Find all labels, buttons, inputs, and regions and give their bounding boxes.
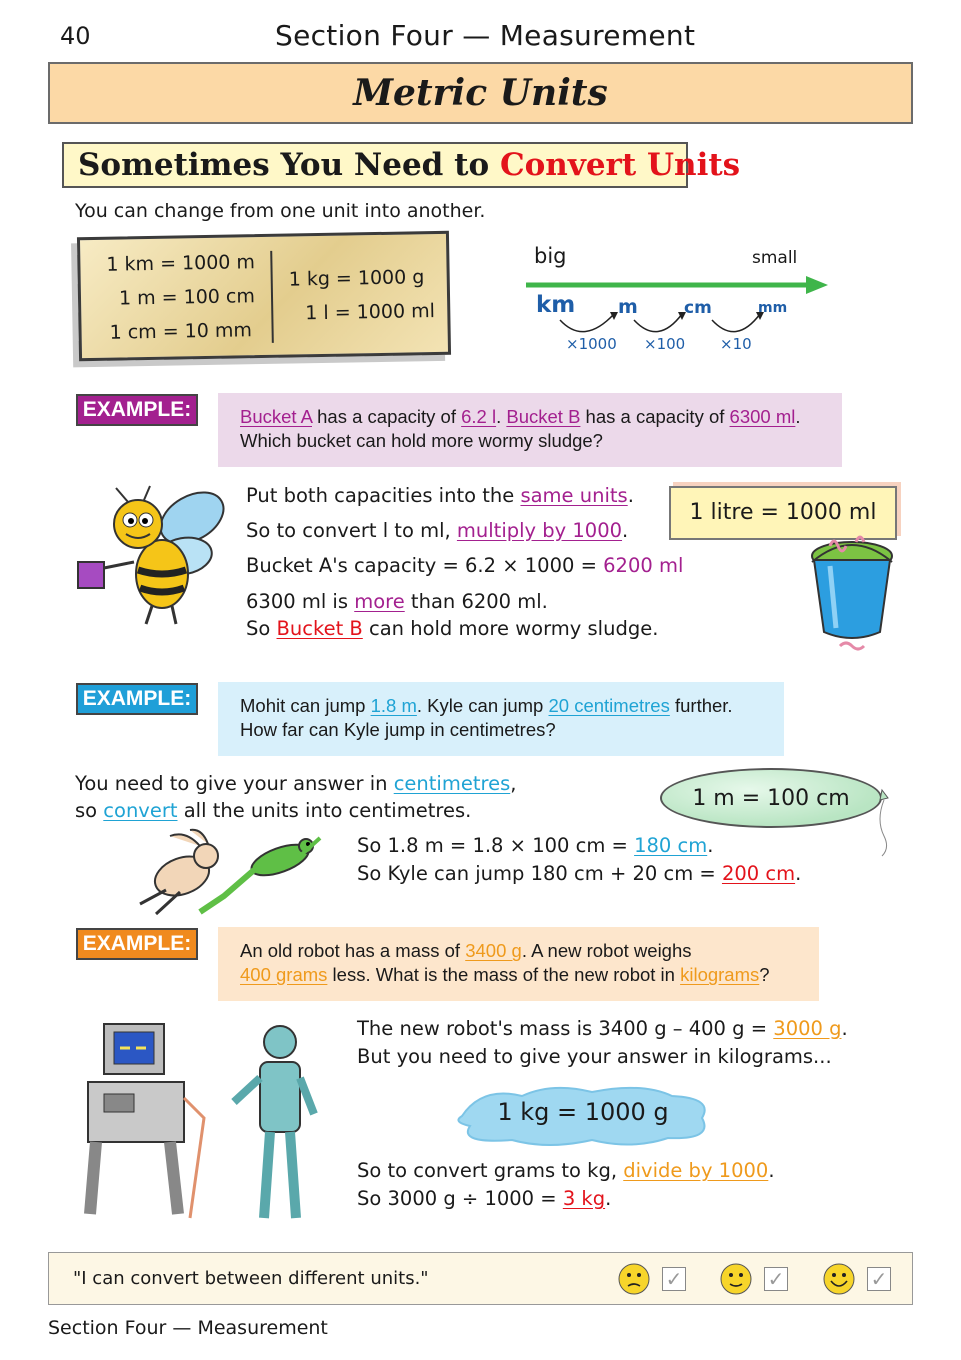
example-question-3 — [218, 927, 819, 1001]
happy-face-icon — [822, 1262, 856, 1296]
conversion-table — [77, 231, 451, 361]
result-value: 180 cm — [634, 834, 708, 857]
unit-mm: mm — [758, 300, 788, 316]
rabbit-frog-illustration — [130, 826, 330, 918]
bucket-b-term: Bucket B — [506, 406, 581, 427]
text: , — [510, 772, 517, 795]
answer-highlight: Bucket B — [276, 617, 363, 640]
tick-box-1[interactable]: ✓ — [662, 1267, 686, 1291]
title-banner — [48, 62, 913, 124]
conversion-l-ml: 1 l = 1000 ml — [305, 300, 436, 325]
multiplier-100: ×100 — [644, 335, 686, 353]
table-divider — [270, 251, 274, 343]
old-mass: 3400 g — [465, 940, 522, 961]
text: . — [795, 406, 801, 427]
text: has a capacity of — [580, 406, 730, 427]
text: So Kyle can jump 180 cm + 20 cm = — [357, 862, 722, 885]
text: less. What is the mass of the new robot in — [327, 964, 681, 985]
ex2-answer — [357, 862, 801, 885]
text: . — [496, 406, 507, 427]
example-question-1 — [218, 393, 842, 467]
ex1-step-1 — [246, 484, 634, 507]
question-line — [240, 694, 762, 718]
same-units-term: same units — [520, 484, 628, 507]
text: . A new robot weighs — [521, 940, 692, 961]
bucket-a-term: Bucket A — [240, 406, 312, 427]
divide-term: divide by 1000 — [623, 1159, 769, 1182]
bucket-icon — [800, 532, 906, 656]
ex1-step-2 — [246, 519, 628, 542]
question-line — [240, 405, 820, 429]
text: . — [707, 834, 714, 857]
text: So 1.8 m = 1.8 × 100 cm = — [357, 834, 635, 857]
text: can hold more wormy sludge. — [362, 617, 659, 640]
unsure-face-icon — [617, 1262, 651, 1296]
ex2-step-3 — [357, 834, 713, 857]
answer-highlight: 200 cm — [721, 862, 796, 885]
example-label-1: EXAMPLE: — [76, 394, 198, 426]
balloon-string-icon — [874, 786, 894, 858]
ex1-step-3 — [246, 554, 683, 577]
section-header: Section Four — Measurement — [275, 19, 696, 52]
text: So 3000 g ÷ 1000 = — [357, 1187, 563, 1210]
text: You need to give your answer in — [75, 772, 394, 795]
text: . — [605, 1187, 612, 1210]
mohit-distance: 1.8 m — [370, 695, 417, 716]
text: So — [246, 617, 277, 640]
text: Bucket A's capacity = 6.2 × 1000 = — [246, 554, 604, 577]
question-line — [240, 963, 797, 987]
ex3-step-3 — [357, 1159, 775, 1182]
question-line — [240, 939, 797, 963]
text: . — [627, 484, 634, 507]
self-assessment-bar — [48, 1252, 913, 1305]
example-question-2 — [218, 682, 784, 756]
centimetres-term: centimetres — [393, 772, 511, 795]
multiply-term: multiply by 1000 — [456, 519, 623, 542]
answer-highlight: 3 kg — [562, 1187, 606, 1210]
arrow-big-label: big — [534, 244, 567, 268]
footer-section: Section Four — Measurement — [48, 1317, 328, 1339]
text: So to convert l to ml, — [246, 519, 457, 542]
convert-term: convert — [103, 799, 178, 822]
text: . — [795, 862, 802, 885]
subheading-text: Sometimes You Need to — [78, 147, 500, 183]
text: so — [75, 799, 104, 822]
text: An old robot has a mass of — [240, 940, 466, 961]
ex3-step-1 — [357, 1017, 848, 1040]
ex2-step-1 — [75, 772, 516, 795]
fact-text: 1 litre = 1000 ml — [689, 500, 877, 525]
capacity-a: 6.2 l — [461, 406, 497, 427]
ex2-step-2 — [75, 799, 471, 822]
intro-text: You can change from one unit into another. — [75, 200, 486, 222]
conversion-km-m: 1 km = 1000 m — [106, 251, 256, 276]
page-title: Metric Units — [353, 72, 608, 114]
text: . — [768, 1159, 775, 1182]
robots-illustration — [74, 1018, 324, 1232]
conversion-kg-g: 1 kg = 1000 g — [288, 266, 425, 291]
question-line: How far can Kyle jump in centimetres? — [240, 719, 556, 740]
unit-cm: cm — [684, 298, 712, 318]
ex3-step-2: But you need to give your answer in kilograms... — [357, 1045, 832, 1068]
ex1-step-4 — [246, 590, 548, 613]
tick-box-2[interactable]: ✓ — [764, 1267, 788, 1291]
example-label-2: EXAMPLE: — [76, 683, 198, 715]
metre-fact-balloon — [660, 768, 882, 828]
result-value: 6200 ml — [603, 554, 684, 577]
text: So to convert grams to kg, — [357, 1159, 624, 1182]
text: further. — [669, 695, 733, 716]
kilograms-term: kilograms — [680, 964, 760, 985]
fact-text: 1 m = 100 cm — [692, 786, 850, 811]
text: Put both capacities into the — [246, 484, 521, 507]
kilogram-fact: 1 kg = 1000 g — [497, 1098, 669, 1126]
unit-km: km — [536, 292, 576, 318]
text: . — [622, 519, 629, 542]
text: 6300 ml is — [246, 590, 355, 613]
self-assessment-statement: "I can convert between different units." — [73, 1268, 429, 1289]
neutral-face-icon — [719, 1262, 753, 1296]
example-label-3: EXAMPLE: — [76, 928, 198, 960]
ex3-answer — [357, 1187, 611, 1210]
text: than 6200 ml. — [404, 590, 548, 613]
extra-distance: 20 centimetres — [548, 695, 670, 716]
text: . — [841, 1017, 848, 1040]
more-term: more — [354, 590, 405, 613]
subheading-box — [62, 142, 741, 188]
page-number: 40 — [60, 22, 91, 50]
text: . Kyle can jump — [416, 695, 549, 716]
subheading — [78, 147, 740, 183]
text: Mohit can jump — [240, 695, 371, 716]
mass-difference: 400 grams — [240, 964, 328, 985]
capacity-b: 6300 ml — [729, 406, 796, 427]
text: ? — [759, 964, 770, 985]
conversion-m-cm: 1 m = 100 cm — [118, 285, 256, 310]
text: The new robot's mass is 3400 g – 400 g = — [357, 1017, 774, 1040]
text: has a capacity of — [312, 406, 462, 427]
result-value: 3000 g — [773, 1017, 842, 1040]
multiplier-10: ×10 — [720, 335, 752, 353]
unit-m: m — [618, 296, 638, 318]
multiplier-1000: ×1000 — [566, 335, 617, 353]
conversion-cm-mm: 1 cm = 10 mm — [109, 319, 253, 344]
bee-illustration — [72, 484, 232, 630]
subheading-highlight: Convert Units — [499, 147, 741, 183]
arrow-small-label: small — [752, 248, 798, 268]
ex1-answer — [246, 617, 658, 640]
unit-scale-arrow — [522, 268, 832, 360]
question-line: Which bucket can hold more wormy sludge? — [240, 430, 603, 451]
text: all the units into centimetres. — [177, 799, 472, 822]
tick-box-3[interactable]: ✓ — [867, 1267, 891, 1291]
